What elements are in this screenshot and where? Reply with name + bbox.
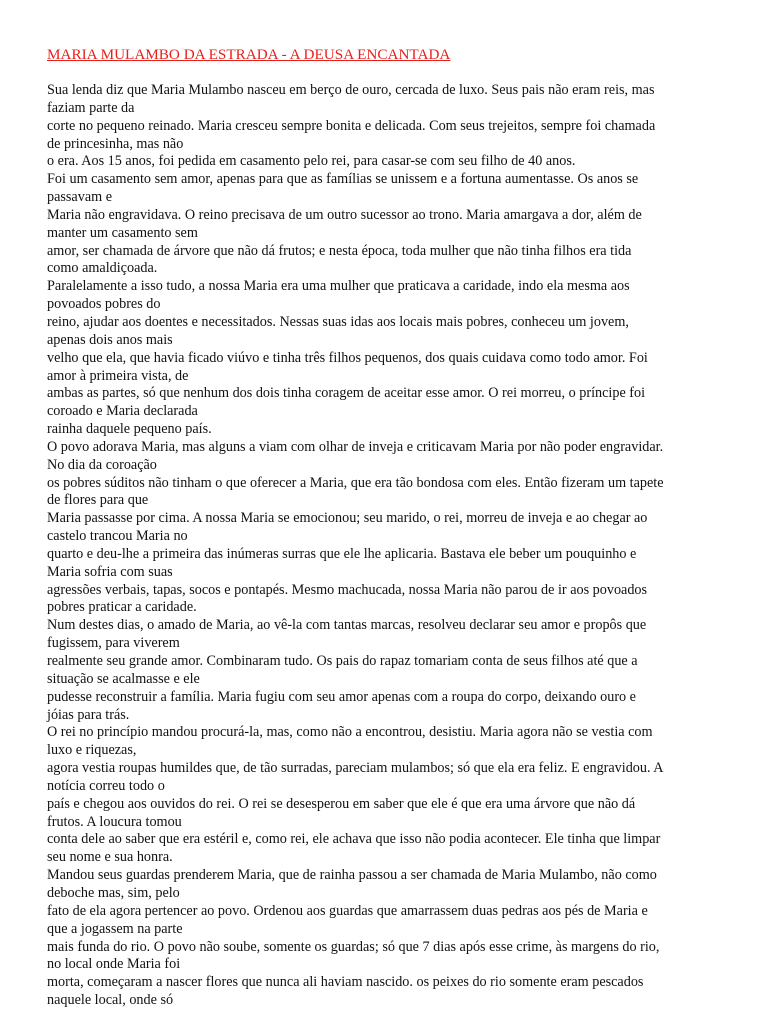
text-line: manter um casamento sem bbox=[47, 224, 198, 241]
text-line: que a jogassem na parte bbox=[47, 920, 183, 937]
text-line: Maria não engravidava. O reino precisava de um outro sucessor ao trono. Maria amargava a dor, além de bbox=[47, 206, 642, 223]
text-line: velho que ela, que havia ficado viúvo e tinha três filhos pequenos, dos quais cuidava como todo amor. Foi bbox=[47, 349, 648, 366]
text-line: Maria passasse por cima. A nossa Maria se emocionou; seu marido, o rei, morreu de inveja e ao chegar ao bbox=[47, 510, 648, 527]
text-line: povoados pobres do bbox=[47, 296, 161, 313]
text-line: coroado e Maria declarada bbox=[47, 403, 198, 420]
text-line: quarto e deu-lhe a primeira das inúmeras surras que ele lhe aplicaria. Bastava ele beber um pouquinho e bbox=[47, 545, 637, 562]
text-line: os pobres súditos não tinham o que oferecer a Maria, que era tão bondosa com eles. Então fizeram um tapete bbox=[47, 474, 664, 491]
text-line: mais funda do rio. O povo não soube, somente os guardas; só que 7 dias após esse crime, às margens do rio, bbox=[47, 938, 660, 955]
text-line: amor, ser chamada de árvore que não dá frutos; e nesta época, toda mulher que não tinha filhos era tida bbox=[47, 242, 632, 259]
text-line: realmente seu grande amor. Combinaram tudo. Os pais do rapaz tomariam conta de seus filhos até que a bbox=[47, 653, 638, 669]
text-line: jóias para trás. bbox=[47, 706, 130, 723]
text-line: luxo e riquezas, bbox=[47, 742, 137, 759]
text-line: passavam e bbox=[47, 189, 113, 206]
text-line: apenas dois anos mais bbox=[47, 331, 173, 348]
text-line: de princesinha, mas não bbox=[47, 135, 184, 152]
text-line: fato de ela agora pertencer ao povo. Ordenou aos guardas que amarrassem duas pedras aos pés de Maria e bbox=[47, 902, 648, 919]
text-line: conta dele ao saber que era estéril e, como rei, ele achava que isso não podia acontecer. Ele tinha que limpar bbox=[47, 831, 661, 848]
text-line: Mandou seus guardas prenderem Maria, que de rainha passou a ser chamada de Maria Mulambo, não como bbox=[47, 867, 657, 884]
text-line: agressões verbais, tapas, socos e pontapés. Mesmo machucada, nossa Maria não parou de ir aos povoados bbox=[47, 581, 648, 598]
text-line: seu nome e sua honra. bbox=[47, 849, 173, 866]
text-line: castelo trancou Maria no bbox=[47, 528, 188, 545]
text-line: rainha daquele pequeno país. bbox=[47, 421, 212, 438]
text-line: ambas as partes, só que nenhum dos dois tinha coragem de aceitar esse amor. O rei morreu, o príncipe foi bbox=[47, 385, 646, 402]
text-line: pudesse reconstruir a família. Maria fugiu com seu amor apenas com a roupa do corpo, deixando ouro e bbox=[47, 688, 636, 705]
text-line: No dia da coroação bbox=[47, 456, 157, 473]
text-line: o era. Aos 15 anos, foi pedida em casamento pelo rei, para casar-se com seu filho de 40 anos. bbox=[47, 153, 576, 170]
text-line: Foi um casamento sem amor, apenas para que as famílias se unissem e a fortuna aumentasse. Os anos se bbox=[47, 171, 639, 188]
text-line: Sua lenda diz que Maria Mulambo nasceu em berço de ouro, cercada de luxo. Seus pais não eram reis, mas bbox=[47, 82, 655, 98]
text-line: amor à primeira vista, de bbox=[47, 367, 189, 384]
text-line: deboche mas, sim, pelo bbox=[47, 884, 180, 901]
text-line: O povo adorava Maria, mas alguns a viam com olhar de inveja e criticavam Maria por não poder engravidar. bbox=[47, 438, 664, 455]
text-line: de flores para que bbox=[47, 492, 149, 509]
document-body bbox=[47, 82, 747, 1010]
text-line: Paralelamente a isso tudo, a nossa Maria era uma mulher que praticava a caridade, indo ela mesma aos bbox=[47, 278, 630, 295]
text-line: situação se acalmasse e ele bbox=[47, 670, 200, 687]
text-line: O rei no princípio mandou procurá-la, mas, como não a encontrou, desistiu. Maria agora não se vestia com bbox=[47, 724, 653, 741]
text-line: reino, ajudar aos doentes e necessitados. Nessas suas idas aos locais mais pobres, conheceu um jovem, bbox=[47, 313, 629, 330]
text-line: pobres praticar a caridade. bbox=[47, 599, 197, 616]
text-line: agora vestia roupas humildes que, de tão surradas, pareciam mulambos; só que ela era feliz. E engravidou. A bbox=[47, 760, 664, 777]
text-line: morta, começaram a nascer flores que nunca ali haviam nascido. os peixes do rio somente eram pescados bbox=[47, 974, 644, 991]
text-line: como amaldiçoada. bbox=[47, 260, 158, 277]
text-line: frutos. A loucura tomou bbox=[47, 813, 182, 830]
text-line: notícia correu todo o bbox=[47, 777, 165, 794]
text-line: naquele local, onde só bbox=[47, 992, 174, 1009]
text-line: Maria sofria com suas bbox=[47, 563, 173, 580]
text-line: fugissem, para viverem bbox=[47, 635, 180, 652]
text-line: faziam parte da bbox=[47, 99, 135, 116]
text-line: no local onde Maria foi bbox=[47, 956, 181, 973]
text-line: Num destes dias, o amado de Maria, ao vê-la com tantas marcas, resolveu declarar seu amor e propôs que bbox=[47, 617, 647, 634]
text-line: corte no pequeno reinado. Maria cresceu sempre bonita e delicada. Com seus trejeitos, sempre foi chamada bbox=[47, 117, 656, 134]
document-title: MARIA MULAMBO DA ESTRADA - A DEUSA ENCANTADA bbox=[47, 46, 451, 63]
text-line: país e chegou aos ouvidos do rei. O rei se desesperou em saber que ele é que era uma árvore que não dá bbox=[47, 795, 636, 812]
